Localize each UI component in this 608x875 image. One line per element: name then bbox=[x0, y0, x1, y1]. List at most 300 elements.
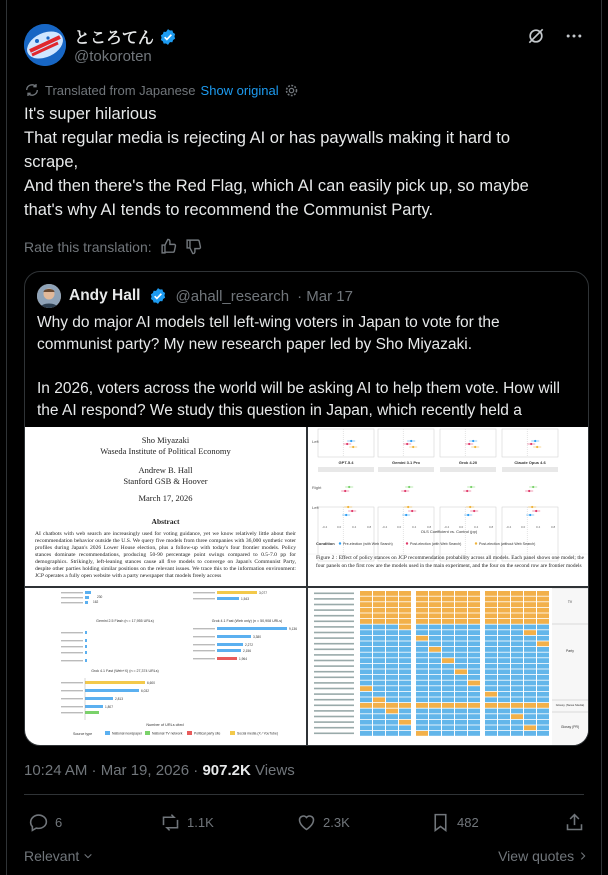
data-point bbox=[473, 510, 475, 512]
media-dotplot-figure[interactable] bbox=[308, 427, 589, 586]
heat-cell bbox=[373, 731, 385, 736]
row-label bbox=[314, 705, 354, 707]
group-label: Glossy (PR) bbox=[560, 725, 580, 729]
verified-badge-icon bbox=[149, 287, 167, 305]
quoted-post[interactable] bbox=[24, 271, 589, 746]
group-column bbox=[552, 588, 589, 746]
heat-cell bbox=[524, 641, 536, 646]
heat-cell bbox=[386, 591, 398, 596]
heat-cell bbox=[386, 697, 398, 702]
relevant-sort[interactable] bbox=[24, 848, 93, 864]
tick-label: 0.0 bbox=[521, 525, 526, 529]
heat-cell bbox=[442, 591, 454, 596]
heat-cell bbox=[386, 692, 398, 697]
heat-cell bbox=[511, 608, 523, 613]
heat-cell bbox=[386, 647, 398, 652]
heat-cell bbox=[373, 653, 385, 658]
heat-cell bbox=[537, 720, 549, 725]
heat-cell bbox=[537, 636, 549, 641]
facet-header bbox=[318, 467, 374, 472]
heat-cell bbox=[537, 697, 549, 702]
bar bbox=[85, 645, 87, 648]
row-label: Left bbox=[312, 505, 319, 510]
heat-cell bbox=[429, 619, 441, 624]
row-label bbox=[61, 682, 83, 683]
legend-swatch bbox=[339, 542, 341, 544]
heat-cell bbox=[524, 720, 536, 725]
row-label bbox=[61, 602, 83, 603]
heatmap-svg bbox=[308, 588, 589, 746]
heat-cell bbox=[442, 630, 454, 635]
heat-cell bbox=[442, 602, 454, 607]
heat-cell bbox=[485, 608, 497, 613]
row-label bbox=[193, 644, 215, 645]
heat-cell bbox=[360, 703, 372, 708]
data-point bbox=[345, 514, 347, 516]
heat-cell bbox=[429, 692, 441, 697]
heat-cell bbox=[373, 658, 385, 663]
heat-cell bbox=[537, 703, 549, 708]
heat-cell bbox=[498, 669, 510, 674]
heat-cell bbox=[537, 692, 549, 697]
heat-cell bbox=[360, 608, 372, 613]
heat-cell bbox=[455, 630, 467, 635]
data-point bbox=[412, 446, 414, 448]
row-label bbox=[314, 632, 354, 634]
heat-cell bbox=[468, 613, 480, 618]
heat-cell bbox=[416, 692, 428, 697]
data-point bbox=[406, 443, 408, 445]
quoted-line bbox=[37, 356, 582, 378]
heat-cell bbox=[537, 709, 549, 714]
heat-cell bbox=[429, 625, 441, 630]
thumbs-up-icon[interactable] bbox=[160, 238, 177, 255]
legend-swatch bbox=[475, 542, 477, 544]
view-quotes-link[interactable] bbox=[498, 848, 588, 864]
heat-cell bbox=[399, 625, 411, 630]
reply-button[interactable] bbox=[28, 812, 62, 833]
heat-cell bbox=[524, 675, 536, 680]
heat-cell bbox=[511, 731, 523, 736]
paper-author1: Sho Miyazaki bbox=[141, 435, 190, 445]
repost-icon bbox=[160, 812, 181, 833]
show-original-link[interactable]: Show original bbox=[200, 82, 279, 98]
data-point bbox=[405, 514, 407, 516]
heat-cell bbox=[455, 692, 467, 697]
quoted-author-name[interactable]: Andy Hall bbox=[69, 287, 141, 304]
facet-header bbox=[378, 467, 434, 472]
heat-cell bbox=[416, 720, 428, 725]
verified-badge-icon bbox=[159, 28, 177, 46]
heat-cell bbox=[442, 709, 454, 714]
heat-cell bbox=[511, 602, 523, 607]
quoted-author-avatar[interactable] bbox=[37, 284, 61, 308]
heat-cell bbox=[416, 664, 428, 669]
heat-cell bbox=[498, 675, 510, 680]
heat-cell bbox=[524, 709, 536, 714]
facet-panel bbox=[378, 429, 434, 457]
heat-cell bbox=[468, 692, 480, 697]
grok-icon[interactable] bbox=[526, 26, 546, 51]
heat-cell bbox=[360, 641, 372, 646]
heat-cell bbox=[399, 686, 411, 691]
row-label: Right bbox=[312, 485, 322, 490]
heat-cell bbox=[524, 653, 536, 658]
heat-cell bbox=[537, 619, 549, 624]
heat-cell bbox=[360, 591, 372, 596]
heat-cell bbox=[442, 658, 454, 663]
heat-cell bbox=[373, 608, 385, 613]
heat-cell bbox=[498, 681, 510, 686]
heat-cell bbox=[468, 647, 480, 652]
heat-cell bbox=[360, 720, 372, 725]
heat-cell bbox=[429, 630, 441, 635]
heat-cell bbox=[485, 675, 497, 680]
heat-cell bbox=[442, 636, 454, 641]
heat-cell bbox=[537, 647, 549, 652]
row-label bbox=[314, 727, 354, 729]
post-timestamp[interactable]: 10:24 AM · Mar 19, 2026 · bbox=[24, 762, 203, 779]
heat-cell bbox=[511, 619, 523, 624]
heat-cell bbox=[468, 703, 480, 708]
row-label bbox=[314, 621, 354, 623]
bar bbox=[217, 627, 287, 630]
data-point bbox=[350, 440, 352, 442]
row-label bbox=[193, 650, 215, 651]
heat-cell bbox=[442, 720, 454, 725]
heat-cell bbox=[360, 686, 372, 691]
heat-cell bbox=[455, 681, 467, 686]
heat-cell bbox=[524, 608, 536, 613]
tick-label: 0.4 bbox=[536, 525, 541, 529]
heat-cell bbox=[373, 636, 385, 641]
data-point bbox=[410, 440, 412, 442]
heat-cell bbox=[386, 636, 398, 641]
heat-cell bbox=[485, 619, 497, 624]
heat-cell bbox=[373, 625, 385, 630]
like-button[interactable] bbox=[296, 812, 350, 833]
data-point bbox=[351, 510, 353, 512]
media-bar-charts[interactable] bbox=[25, 588, 306, 746]
heat-cell bbox=[360, 731, 372, 736]
row-label bbox=[314, 710, 354, 712]
heat-cell bbox=[416, 697, 428, 702]
heat-cell bbox=[386, 619, 398, 624]
heat-cell bbox=[360, 725, 372, 730]
rate-translation bbox=[24, 238, 202, 255]
heat-cell bbox=[429, 641, 441, 646]
heat-cell bbox=[455, 602, 467, 607]
group-label: TV bbox=[567, 600, 573, 604]
heat-cell bbox=[360, 681, 372, 686]
heat-cell bbox=[485, 725, 497, 730]
data-point bbox=[352, 446, 354, 448]
heat-cell bbox=[442, 697, 454, 702]
heat-cell bbox=[537, 658, 549, 663]
heat-cell bbox=[455, 608, 467, 613]
heat-cell bbox=[386, 725, 398, 730]
heat-cell bbox=[399, 709, 411, 714]
heat-cell bbox=[416, 613, 428, 618]
heat-cell bbox=[416, 641, 428, 646]
heat-cell bbox=[498, 714, 510, 719]
more-options-icon[interactable] bbox=[564, 26, 584, 51]
heat-cell bbox=[498, 591, 510, 596]
like-count: 2.3K bbox=[323, 815, 350, 830]
heat-cell bbox=[485, 681, 497, 686]
heat-cell bbox=[360, 709, 372, 714]
action-bar bbox=[24, 812, 584, 838]
post-line: And then there's the Red Flag, which AI can easily pick up, so maybe bbox=[24, 177, 529, 195]
gear-icon[interactable] bbox=[284, 83, 299, 98]
repost-button[interactable] bbox=[160, 812, 214, 833]
value-label: 230 bbox=[97, 595, 103, 599]
tick-label: -0.4 bbox=[444, 525, 450, 529]
row-label bbox=[61, 652, 83, 653]
heat-cell bbox=[416, 630, 428, 635]
bookmark-count: 482 bbox=[457, 815, 479, 830]
heat-cell bbox=[498, 720, 510, 725]
row-label bbox=[61, 690, 83, 691]
tick-label: 0.0 bbox=[397, 525, 402, 529]
heat-cell bbox=[429, 675, 441, 680]
data-point bbox=[466, 490, 468, 492]
value-label: 9,136 bbox=[289, 627, 297, 631]
row-label bbox=[314, 682, 354, 684]
value-label: 2,272 bbox=[245, 643, 253, 647]
dotplot-xlabel: OLS Coefficient vs. Control (pp) bbox=[420, 529, 478, 534]
heat-cell bbox=[399, 703, 411, 708]
bar bbox=[217, 643, 243, 646]
model-label: Claude Opus 4.6 bbox=[514, 460, 546, 465]
share-button[interactable] bbox=[564, 812, 585, 833]
quoted-post-date: · Mar 17 bbox=[297, 287, 353, 305]
heat-cell bbox=[373, 675, 385, 680]
heat-cell bbox=[399, 692, 411, 697]
heat-cell bbox=[468, 636, 480, 641]
row-label bbox=[61, 712, 83, 713]
tick-label: 0.8 bbox=[427, 525, 432, 529]
heat-cell bbox=[537, 664, 549, 669]
author-avatar[interactable] bbox=[24, 24, 66, 66]
row-label bbox=[314, 699, 354, 701]
heat-cell bbox=[442, 669, 454, 674]
heat-cell bbox=[416, 602, 428, 607]
tick-label: -0.4 bbox=[506, 525, 512, 529]
bar bbox=[85, 591, 91, 594]
data-point bbox=[347, 506, 349, 508]
heat-cell bbox=[416, 647, 428, 652]
heat-cell bbox=[360, 613, 372, 618]
share-icon bbox=[564, 812, 585, 833]
heat-cell bbox=[498, 697, 510, 702]
data-point bbox=[411, 510, 413, 512]
quoted-author-handle[interactable]: @ahall_research bbox=[175, 287, 290, 305]
thumbs-down-icon[interactable] bbox=[185, 238, 202, 255]
heat-cell bbox=[442, 731, 454, 736]
heat-cell bbox=[386, 653, 398, 658]
heat-cell bbox=[360, 619, 372, 624]
bar bbox=[85, 651, 87, 654]
heat-cell bbox=[360, 669, 372, 674]
heat-cell bbox=[498, 630, 510, 635]
heat-cell bbox=[455, 613, 467, 618]
heat-cell bbox=[468, 697, 480, 702]
heat-cell bbox=[455, 625, 467, 630]
heat-cell bbox=[373, 597, 385, 602]
legend-item: Pre-election (with Web Search) bbox=[343, 542, 393, 546]
heat-cell bbox=[386, 602, 398, 607]
post-header bbox=[24, 24, 584, 68]
heat-cell bbox=[399, 725, 411, 730]
heat-cell bbox=[373, 725, 385, 730]
heat-cell bbox=[373, 613, 385, 618]
heat-cell bbox=[373, 681, 385, 686]
heat-cell bbox=[511, 591, 523, 596]
heat-cell bbox=[429, 608, 441, 613]
author-name[interactable]: ところてん bbox=[74, 30, 154, 47]
heat-cell bbox=[442, 597, 454, 602]
heat-cell bbox=[485, 647, 497, 652]
heat-cell bbox=[537, 725, 549, 730]
heat-cell bbox=[511, 675, 523, 680]
heat-cell bbox=[416, 608, 428, 613]
row-label bbox=[314, 677, 354, 679]
heat-cell bbox=[416, 658, 428, 663]
heat-cell bbox=[537, 613, 549, 618]
bar bbox=[85, 631, 87, 634]
row-label bbox=[193, 598, 215, 599]
views-label: Views bbox=[250, 762, 295, 779]
bookmark-icon bbox=[430, 812, 451, 833]
data-point bbox=[530, 443, 532, 445]
heat-cell bbox=[416, 669, 428, 674]
heat-cell bbox=[416, 636, 428, 641]
row-label bbox=[314, 598, 354, 600]
quoted-post-header bbox=[37, 284, 353, 308]
heat-cell bbox=[468, 608, 480, 613]
heat-cell bbox=[537, 625, 549, 630]
bar bbox=[85, 659, 87, 662]
tick-label: -0.4 bbox=[322, 525, 328, 529]
heat-cell bbox=[524, 664, 536, 669]
heat-cell bbox=[537, 714, 549, 719]
tick-label: 0.0 bbox=[337, 525, 342, 529]
heat-cell bbox=[498, 597, 510, 602]
heat-cell bbox=[524, 647, 536, 652]
heat-cell bbox=[360, 630, 372, 635]
legend-item: Social media (X / YouTube) bbox=[237, 731, 278, 736]
heat-cell bbox=[455, 675, 467, 680]
row-label bbox=[314, 733, 354, 735]
heat-cell bbox=[386, 669, 398, 674]
heat-cell bbox=[399, 597, 411, 602]
heat-cell bbox=[455, 731, 467, 736]
heat-cell bbox=[537, 597, 549, 602]
bar bbox=[85, 705, 103, 708]
quoted-line: the AI respond? We study this question in Japan, which recently held a bbox=[37, 402, 522, 419]
heat-cell bbox=[537, 602, 549, 607]
heat-cell bbox=[429, 597, 441, 602]
facet-panel bbox=[440, 429, 496, 457]
panel-title: Grok 4.1 Fast (Web only) (n = 50,908 URLs) bbox=[211, 619, 283, 623]
heat-cell bbox=[442, 664, 454, 669]
heat-cell bbox=[399, 619, 411, 624]
heat-cell bbox=[399, 697, 411, 702]
model-label: GPT-5.4 bbox=[338, 460, 354, 465]
legend-swatch bbox=[230, 731, 235, 735]
heat-cell bbox=[511, 692, 523, 697]
value-label: 6,600 bbox=[147, 681, 155, 685]
media-heatmap-table[interactable] bbox=[308, 588, 589, 746]
heat-cell bbox=[485, 669, 497, 674]
legend-title: Condition bbox=[316, 541, 335, 546]
heat-cell bbox=[524, 636, 536, 641]
data-point bbox=[467, 514, 469, 516]
media-paper-page[interactable] bbox=[25, 427, 306, 586]
post-line: It's super hilarious bbox=[24, 105, 157, 123]
heat-cell bbox=[386, 720, 398, 725]
bar-xlabel: Number of URLs cited bbox=[146, 723, 184, 727]
heat-cell bbox=[416, 731, 428, 736]
heat-cell bbox=[485, 597, 497, 602]
bookmark-button[interactable] bbox=[430, 812, 479, 833]
row-label bbox=[193, 628, 215, 629]
post-line: scrape, bbox=[24, 153, 79, 171]
paper-affil2: Stanford GSB & Hoover bbox=[123, 476, 208, 486]
heat-cell bbox=[511, 641, 523, 646]
value-label: 2,813 bbox=[115, 697, 123, 701]
heat-cell bbox=[524, 725, 536, 730]
legend-swatch bbox=[187, 731, 192, 735]
heat-cell bbox=[386, 686, 398, 691]
legend-item: Post-election (with Web Search) bbox=[410, 542, 462, 546]
heat-cell bbox=[373, 669, 385, 674]
row-label bbox=[314, 626, 354, 628]
heat-cell bbox=[386, 658, 398, 663]
heat-cell bbox=[485, 692, 497, 697]
row-label bbox=[314, 593, 354, 595]
heat-cell bbox=[498, 686, 510, 691]
heat-cell bbox=[485, 697, 497, 702]
heat-cell bbox=[455, 686, 467, 691]
heat-cell bbox=[455, 619, 467, 624]
heat-cell bbox=[442, 681, 454, 686]
data-point bbox=[532, 486, 534, 488]
heat-cell bbox=[498, 619, 510, 624]
heat-cell bbox=[416, 625, 428, 630]
heat-cell bbox=[373, 630, 385, 635]
heat-cell bbox=[485, 625, 497, 630]
heat-cell bbox=[511, 725, 523, 730]
heat-cell bbox=[455, 697, 467, 702]
data-point bbox=[529, 514, 531, 516]
heat-cell bbox=[485, 731, 497, 736]
heat-cell bbox=[399, 608, 411, 613]
data-point bbox=[528, 490, 530, 492]
heat-cell bbox=[468, 669, 480, 674]
heat-cell bbox=[455, 597, 467, 602]
author-name-row[interactable] bbox=[74, 25, 177, 48]
data-point bbox=[474, 446, 476, 448]
heat-cell bbox=[386, 714, 398, 719]
heat-cell bbox=[442, 613, 454, 618]
heat-cell bbox=[386, 641, 398, 646]
author-handle[interactable]: @tokoroten bbox=[74, 48, 152, 65]
heat-cell bbox=[360, 692, 372, 697]
heat-cell bbox=[511, 597, 523, 602]
bar bbox=[85, 596, 89, 599]
